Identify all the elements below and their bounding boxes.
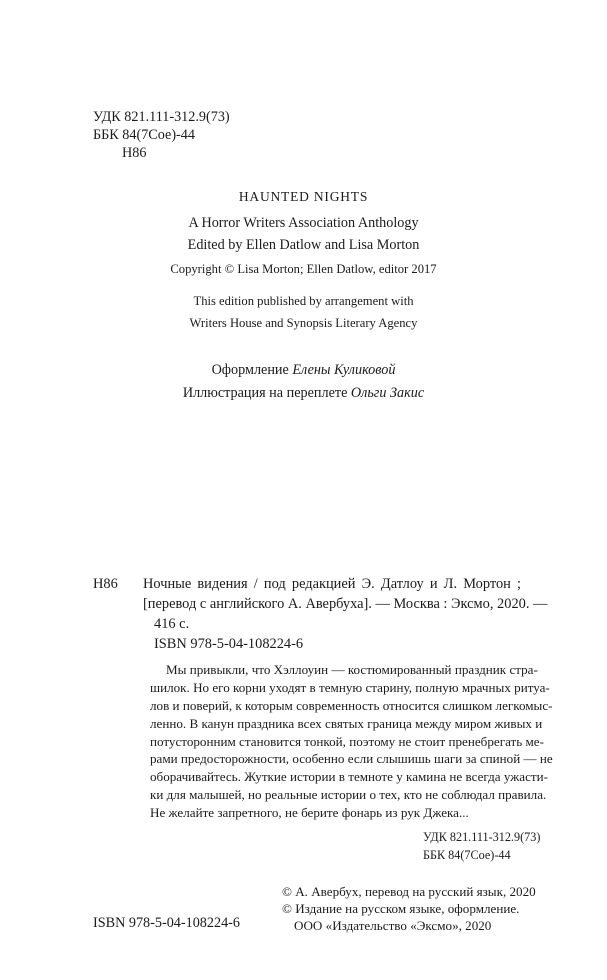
udk-code-repeat: УДК 821.111-312.9(73) <box>423 830 541 844</box>
annotation-line: потусторонним становится тонкой, поэтому не стоит пренебрегать ме- <box>150 733 544 749</box>
bbk-code: ББК 84(7Сое)-44 <box>93 127 195 143</box>
illustration-label: Иллюстрация на переплете <box>182 385 348 401</box>
translation-copyright: © А. Авербух, перевод на русский язык, 2020 <box>282 884 536 899</box>
annotation-paragraph <box>150 661 553 822</box>
udk-code: УДК 821.111-312.9(73) <box>93 109 230 125</box>
design-credit <box>0 361 607 379</box>
bbk-code-repeat: ББК 84(7Сое)-44 <box>423 848 511 862</box>
footer-isbn: ISBN 978-5-04-108224-6 <box>93 915 240 931</box>
illustration-credit <box>0 384 607 402</box>
annotation-line: ки для малышей, но реальные истории о тех, кто не соблюдал правила. <box>150 787 547 803</box>
annotation-line: оборачивайтесь. Жуткие истории в темноте у камина не всегда ужасти- <box>150 769 548 785</box>
bib-mark: Н86 <box>93 576 118 592</box>
book-subtitle: A Horror Writers Association Anthology <box>188 215 419 231</box>
annotation-line: Не желайте запретного, не берите фонарь из рук Джека... <box>150 805 469 821</box>
edition-line-2: Writers House and Synopsis Literary Agency <box>189 316 418 330</box>
bib-line-2: [перевод с английского А. Авербуха]. — Москва : Эксмо, 2020. — <box>143 596 548 612</box>
design-label: Оформление <box>211 362 289 378</box>
bib-isbn: ISBN 978-5-04-108224-6 <box>154 636 304 652</box>
annotation-line: лов и поверий, к которым современность относится слишком легкомыс- <box>150 697 553 713</box>
bib-line-3: 416 с. <box>154 616 190 632</box>
copyright-line: Copyright © Lisa Morton; Ellen Datlow, editor 2017 <box>170 262 437 276</box>
bib-line-1: Ночные видения / под редакцией Э. Датлоу и Л. Мортон ; <box>143 576 521 592</box>
annotation-line: ленно. В канун праздника всех святых граница между миром живых и <box>150 715 543 731</box>
publisher-copyright: ООО «Издательство «Эксмо», 2020 <box>294 918 492 933</box>
edition-line-1: This edition published by arrangement with <box>193 294 414 308</box>
edition-copyright: © Издание на русском языке, оформление. <box>282 901 520 916</box>
illustration-name: Ольги Закис <box>350 385 425 401</box>
book-title: HAUNTED NIGHTS <box>238 189 369 204</box>
author-mark: Н86 <box>122 145 147 161</box>
design-name: Елены Куликовой <box>292 362 396 378</box>
annotation-line: Мы привыкли, что Хэллоуин — костюмированный праздник стра- <box>166 662 538 677</box>
annotation-line: шилок. Но его корни уходят в темную старину, полную мрачных ритуа- <box>150 679 550 695</box>
annotation-line: рами предосторожности, особенно если слышишь шаги за спиной — не <box>150 751 553 767</box>
editors-line: Edited by Ellen Datlow and Lisa Morton <box>187 237 420 253</box>
bibliographic-record <box>143 574 548 654</box>
